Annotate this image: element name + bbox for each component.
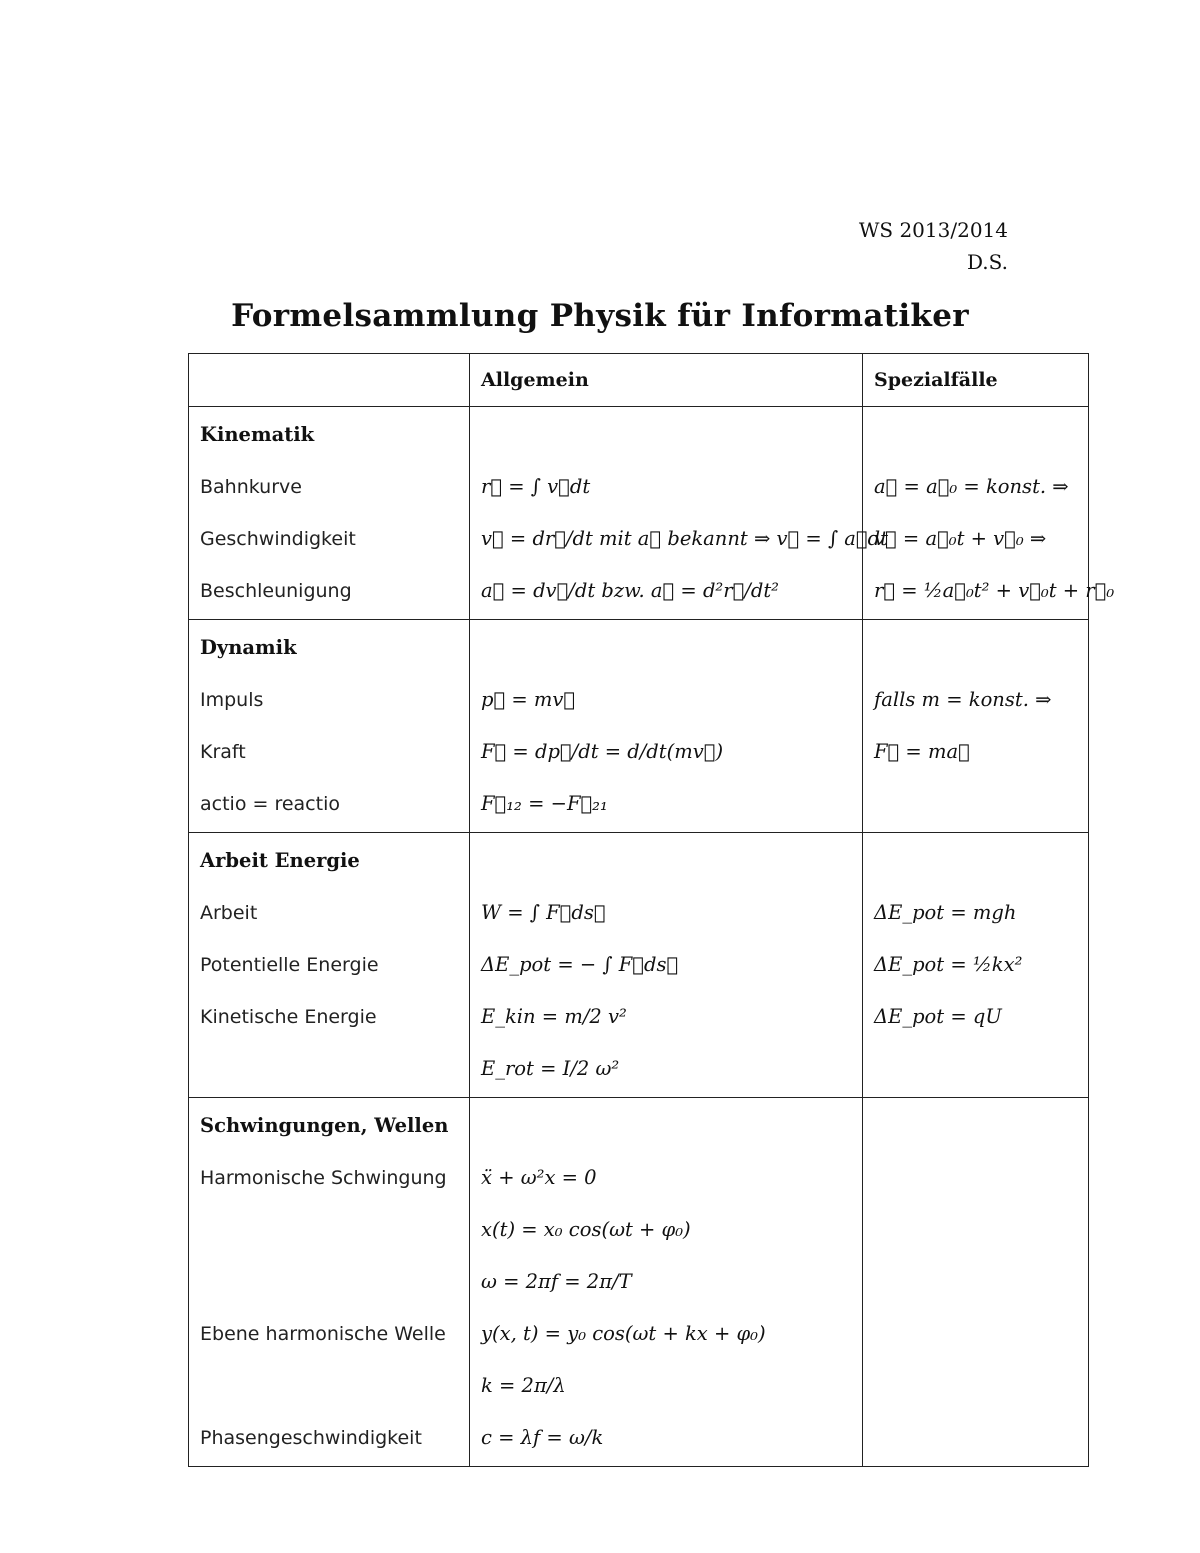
formula-table [188, 353, 1115, 1467]
author-label: D.S. [966, 250, 1008, 274]
row-label: Arbeit [200, 902, 258, 924]
general-formula: v⃗ = dr⃗/dt mit a⃗ bekannt ⇒ v⃗ = ∫ a⃗dt [481, 527, 888, 550]
general-formula: F⃗ = dp⃗/dt = d/dt(mv⃗) [481, 740, 724, 763]
header-topic [189, 354, 470, 407]
general-formula: E_rot = I/2 ω² [481, 1057, 620, 1080]
special-formula [874, 1308, 1077, 1360]
general-formula: c = λf = ω/k [481, 1426, 604, 1449]
special-formula [874, 1152, 1077, 1204]
row-label: Kraft [200, 741, 246, 763]
section-title: Schwingungen, Wellen [200, 1114, 449, 1137]
section-row [189, 1098, 1089, 1467]
section-title: Dynamik [200, 636, 297, 659]
section-general-cell [470, 407, 888, 620]
special-formula [874, 1204, 1077, 1256]
section-row [189, 407, 1089, 620]
special-formula [874, 778, 1077, 830]
general-formula: k = 2π/λ [481, 1374, 566, 1397]
row-label [200, 1256, 458, 1308]
special-formula: F⃗ = ma⃗ [874, 740, 970, 763]
section-special-cell [863, 833, 1089, 1098]
section-general-cell [470, 1098, 863, 1467]
section-label-cell [189, 1098, 470, 1467]
row-label: actio = reactio [200, 793, 340, 815]
section-title: Arbeit Energie [200, 849, 360, 872]
row-label [200, 1043, 458, 1095]
special-formula: v⃗ = a⃗₀t + v⃗₀ ⇒ [874, 527, 1047, 550]
row-label: Bahnkurve [200, 476, 302, 498]
general-formula: F⃗₁₂ = −F⃗₂₁ [481, 792, 608, 815]
general-formula: ẍ + ω²x = 0 [481, 1166, 597, 1189]
page-title: Formelsammlung Physik für Informatiker [231, 298, 969, 334]
row-label: Kinetische Energie [200, 1006, 377, 1028]
general-formula: W = ∫ F⃗ds⃗ [481, 901, 606, 924]
section-row [189, 620, 1089, 833]
spacer [481, 835, 851, 887]
special-formula [874, 1043, 1077, 1095]
row-label: Impuls [200, 689, 264, 711]
special-formula: ΔE_pot = qU [874, 1005, 1002, 1028]
term-label: WS 2013/2014 [858, 218, 1008, 242]
spacer [874, 409, 1077, 461]
row-label: Harmonische Schwingung [200, 1167, 447, 1189]
section-special-cell [863, 620, 1089, 833]
special-formula: r⃗ = ½a⃗₀t² + v⃗₀t + r⃗₀ [874, 579, 1115, 602]
header-special: Spezialfälle [863, 354, 1089, 407]
general-formula: x(t) = x₀ cos(ωt + φ₀) [481, 1218, 691, 1241]
special-formula: a⃗ = a⃗₀ = konst. ⇒ [874, 475, 1069, 498]
general-formula: E_kin = m/2 v² [481, 1005, 627, 1028]
row-label: Phasengeschwindigkeit [200, 1427, 422, 1449]
row-label [200, 1204, 458, 1256]
general-formula: ω = 2πf = 2π/T [481, 1270, 632, 1293]
general-formula: r⃗ = ∫ v⃗dt [481, 475, 591, 498]
general-formula: a⃗ = dv⃗/dt bzw. a⃗ = d²r⃗/dt² [481, 579, 779, 602]
section-row [189, 833, 1089, 1098]
section-title: Kinematik [200, 423, 315, 446]
general-formula: p⃗ = mv⃗ [481, 688, 576, 711]
header-general: Allgemein [470, 354, 863, 407]
section-special-cell [863, 1098, 1089, 1467]
special-formula: ΔE_pot = ½kx² [874, 953, 1023, 976]
section-special-cell [863, 407, 1115, 620]
spacer [874, 622, 1077, 674]
row-label: Potentielle Energie [200, 954, 379, 976]
general-formula: y(x, t) = y₀ cos(ωt + kx + φ₀) [481, 1322, 766, 1345]
special-formula: ΔE_pot = mgh [874, 901, 1017, 924]
special-formula [874, 1256, 1077, 1308]
row-label: Beschleunigung [200, 580, 352, 602]
spacer [481, 622, 851, 674]
spacer [874, 1100, 1077, 1152]
section-general-cell [470, 620, 863, 833]
special-formula [874, 1360, 1077, 1412]
spacer [481, 1100, 851, 1152]
special-formula: falls m = konst. ⇒ [874, 688, 1052, 711]
spacer [874, 835, 1077, 887]
row-label: Geschwindigkeit [200, 528, 356, 550]
section-label-cell [189, 833, 470, 1098]
section-general-cell [470, 833, 863, 1098]
row-label [200, 1360, 458, 1412]
special-formula [874, 1412, 1077, 1464]
section-label-cell [189, 407, 470, 620]
section-label-cell [189, 620, 470, 833]
row-label: Ebene harmonische Welle [200, 1323, 446, 1345]
table-header-row [189, 354, 1089, 407]
general-formula: ΔE_pot = − ∫ F⃗ds⃗ [481, 953, 679, 976]
spacer [481, 409, 851, 461]
